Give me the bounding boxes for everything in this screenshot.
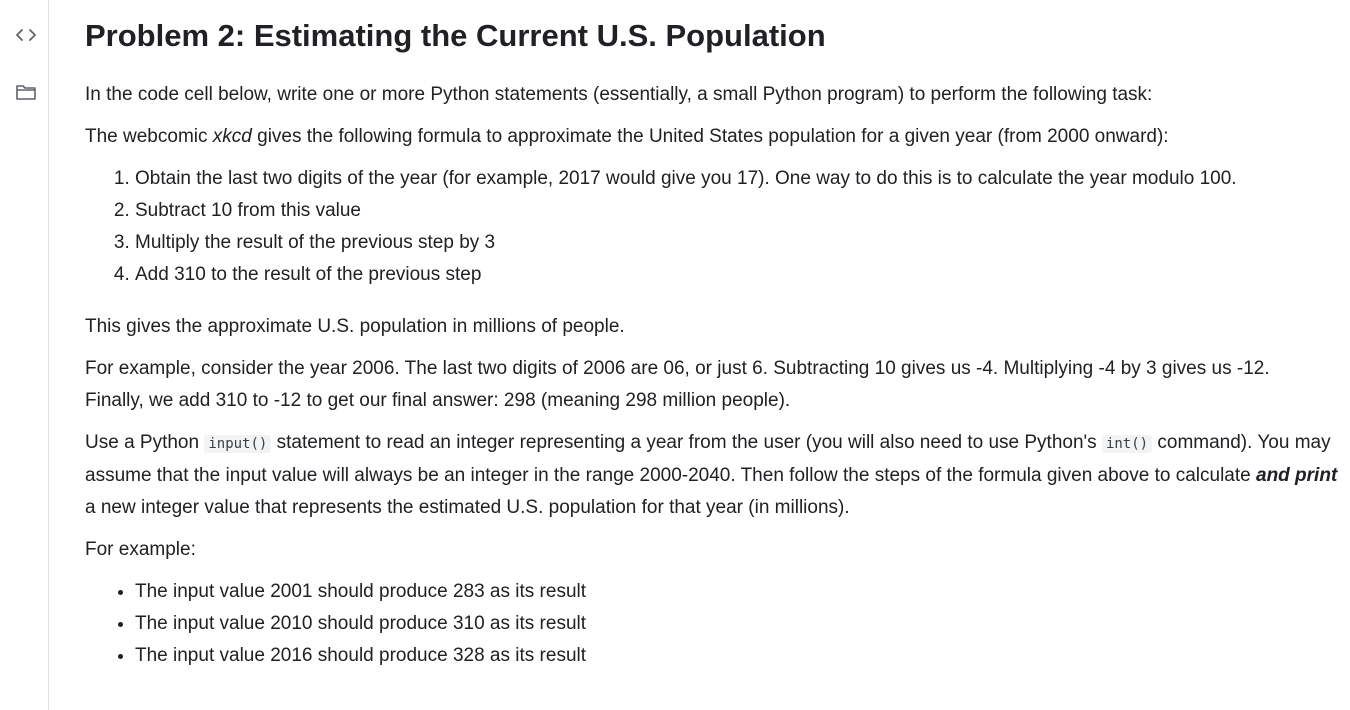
step-item: 3. Multiply the result of the previous step by 3	[135, 227, 1350, 259]
folder-icon[interactable]	[12, 78, 40, 106]
formula-suffix: gives the following formula to approximate the United States population for a given year (from 2000 onward):	[251, 126, 1169, 147]
formula-prefix: The webcomic	[85, 126, 213, 147]
example-item: • The input value 2010 should produce 310 as its result	[135, 608, 1350, 640]
for-example-label: For example:	[85, 539, 196, 560]
example-item: • The input value 2001 should produce 283 as its result	[135, 576, 1350, 608]
steps-list	[85, 163, 1350, 291]
code-icon[interactable]	[12, 21, 40, 49]
worked-example-line-2: Finally, we add 310 to -12 to get our final answer: 298 (meaning 298 million people).	[85, 390, 791, 411]
and-print-emphasis: and print	[1256, 465, 1338, 486]
step-item: 2. Subtract 10 from this value	[135, 195, 1350, 227]
step-item: 1. Obtain the last two digits of the year (for example, 2017 would give you 17). One way to do this is to calculate the year modulo 100.	[135, 163, 1350, 195]
cell-title: Problem 2: Estimating the Current U.S. Population	[85, 18, 826, 53]
text-cell[interactable]	[85, 0, 1350, 710]
gives-paragraph: This gives the approximate U.S. population in millions of people.	[85, 316, 625, 337]
instructions-part-2: statement to read an integer representing a year from the user (you will also need to use Python's	[271, 432, 1102, 453]
instructions-paragraph	[85, 427, 1350, 524]
int-code: int()	[1102, 435, 1152, 453]
step-item: 4. Add 310 to the result of the previous step	[135, 259, 1350, 291]
worked-example-paragraph	[85, 353, 1350, 417]
example-item: • The input value 2016 should produce 328 as its result	[135, 640, 1350, 672]
examples-list	[85, 576, 1350, 672]
left-toolbar	[0, 0, 49, 710]
cell-body	[85, 79, 1350, 692]
formula-paragraph	[85, 121, 1350, 153]
instructions-part-1: Use a Python	[85, 432, 205, 453]
input-code: input()	[204, 435, 271, 453]
formula-comic-name: xkcd	[212, 126, 252, 147]
intro-paragraph: In the code cell below, write one or more Python statements (essentially, a small Python program) to perform the following task:	[85, 84, 1153, 105]
instructions-part-3: command). You may assume that the input value will always be an integer in the range 2000-2040. Then follow the steps of the formula given above to calculate	[85, 432, 1331, 486]
worked-example-line-1: For example, consider the year 2006. The last two digits of 2006 are 06, or just 6. Subtracting 10 gives us -4. Multiplying -4 by 3 gives us -12.	[85, 358, 1270, 379]
instructions-part-4: a new integer value that represents the estimated U.S. population for that year (in millions).	[85, 497, 850, 518]
